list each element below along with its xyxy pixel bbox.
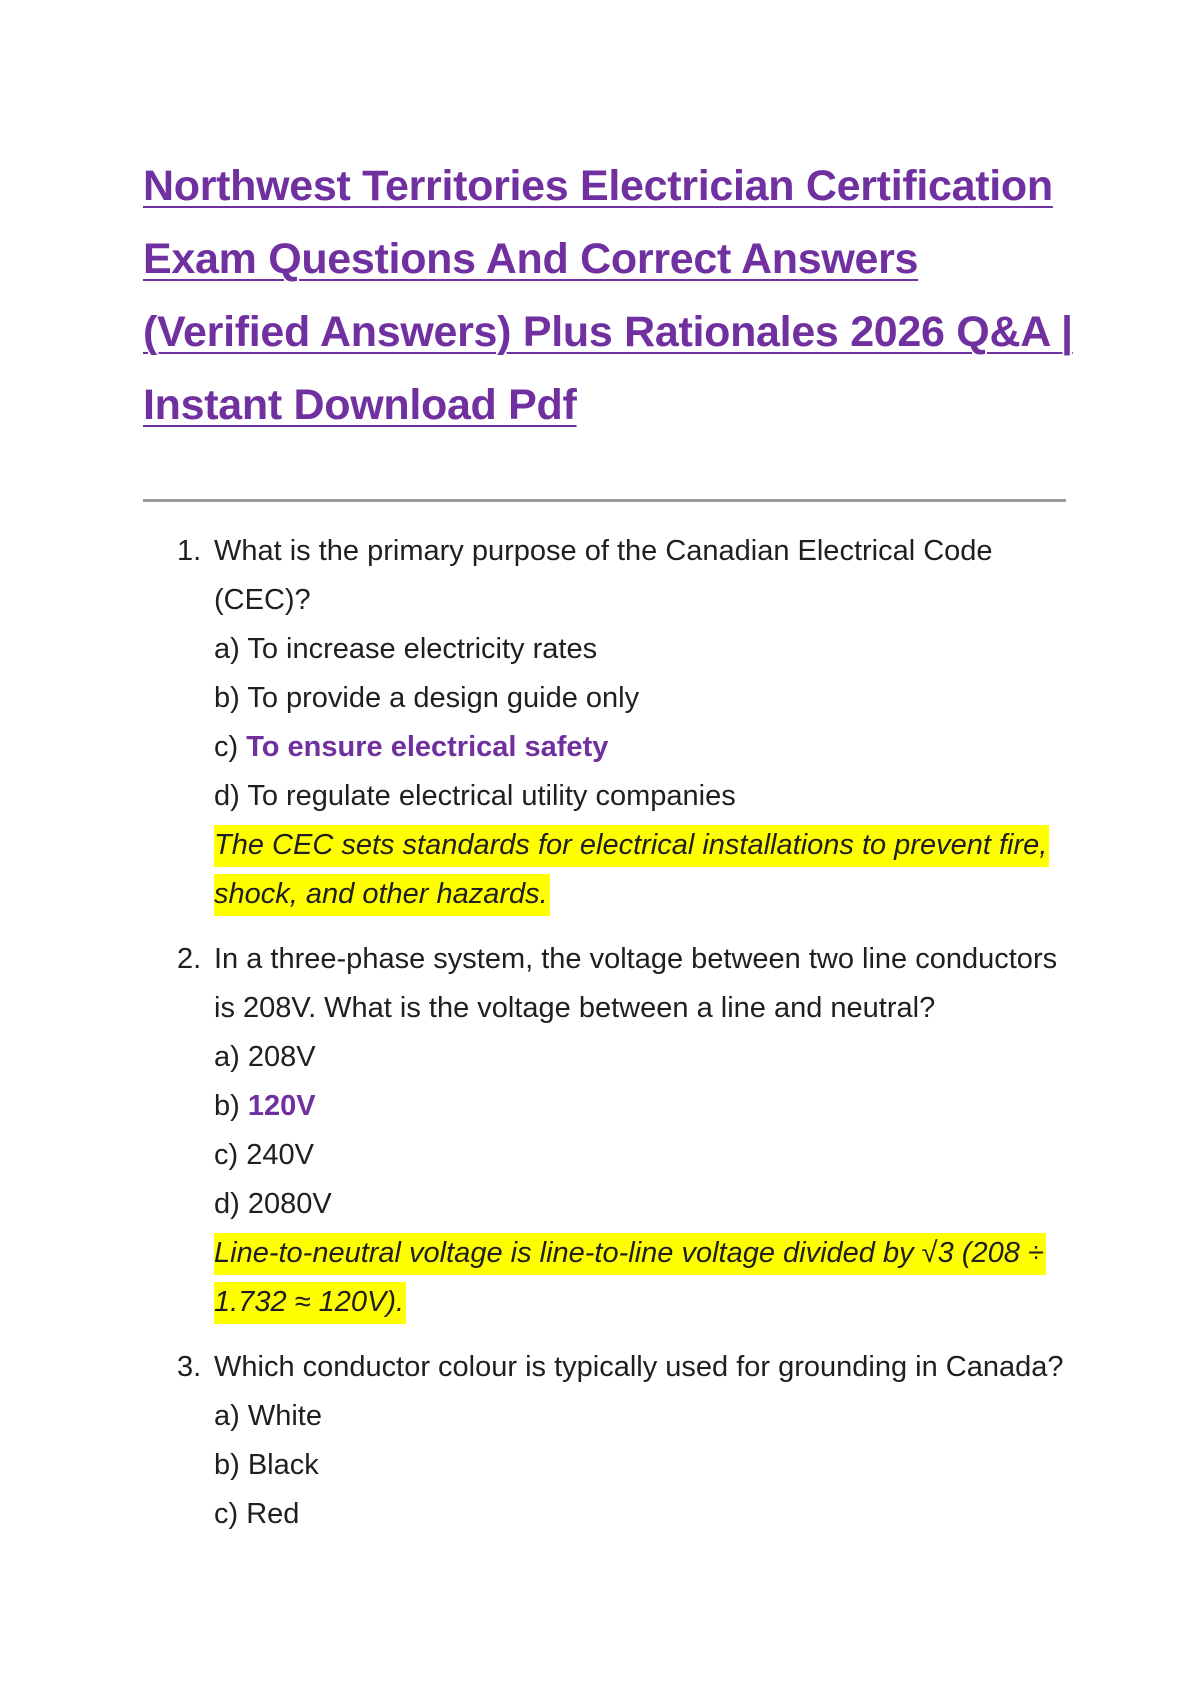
option-prefix: a) <box>214 1400 248 1432</box>
question-3 <box>143 1343 1083 1539</box>
option-a <box>214 1392 1083 1441</box>
question-number: 1. <box>177 535 202 567</box>
option-a <box>214 1033 1083 1082</box>
option-text: To regulate electrical utility companies <box>247 780 736 812</box>
option-text: 208V <box>247 1041 316 1073</box>
option-d <box>214 1180 1083 1229</box>
option-prefix: a) <box>214 633 248 665</box>
rationale-text: The CEC sets standards for electrical installations to prevent fire, shock, and other hazards. <box>214 825 1049 916</box>
option-d <box>214 772 1083 821</box>
option-c <box>214 723 1083 772</box>
option-b <box>214 1082 1083 1131</box>
option-prefix: b) <box>214 1090 248 1122</box>
option-c <box>214 1131 1083 1180</box>
option-c <box>214 1490 1083 1539</box>
option-text: 240V <box>246 1139 314 1171</box>
option-b <box>214 1441 1083 1490</box>
question-text: What is the primary purpose of the Canadian Electrical Code (CEC)? <box>214 535 993 616</box>
title-link[interactable]: Northwest Territories Electrician Certification Exam Questions And Correct Answers (Verified Answers) Plus Rationales 2026 Q&A | Instant Download Pdf <box>143 162 1073 429</box>
rationale-text: Line-to-neutral voltage is line-to-line voltage divided by √3 (208 ÷ 1.732 ≈ 120V). <box>214 1233 1046 1324</box>
option-prefix: d) <box>214 780 248 812</box>
option-text: 2080V <box>247 1188 332 1220</box>
option-prefix: a) <box>214 1041 248 1073</box>
option-prefix: c) <box>214 731 247 763</box>
question-number: 2. <box>177 943 202 975</box>
option-b <box>214 674 1083 723</box>
question-text: In a three-phase system, the voltage between two line conductors is 208V. What is the voltage between a line and neutral? <box>214 943 1058 1024</box>
option-text: Black <box>247 1449 319 1481</box>
question-text: Which conductor colour is typically used for grounding in Canada? <box>214 1351 1064 1383</box>
option-prefix: b) <box>214 682 248 714</box>
correct-answer: To ensure electrical safety <box>246 731 609 763</box>
question-1 <box>143 527 1083 919</box>
option-text: Red <box>246 1498 300 1530</box>
horizontal-divider <box>143 499 1066 502</box>
rationale <box>214 821 1059 919</box>
option-text: To increase electricity rates <box>247 633 598 665</box>
document-title <box>143 150 1083 442</box>
option-prefix: c) <box>214 1139 247 1171</box>
correct-answer: 120V <box>247 1090 316 1122</box>
option-prefix: c) <box>214 1498 247 1530</box>
question-number: 3. <box>177 1351 202 1383</box>
option-prefix: b) <box>214 1449 248 1481</box>
option-a <box>214 625 1083 674</box>
option-prefix: d) <box>214 1188 248 1220</box>
question-2 <box>143 935 1083 1327</box>
question-list <box>143 527 1083 1555</box>
option-text: White <box>247 1400 322 1432</box>
rationale <box>214 1229 1059 1327</box>
option-text: To provide a design guide only <box>247 682 640 714</box>
